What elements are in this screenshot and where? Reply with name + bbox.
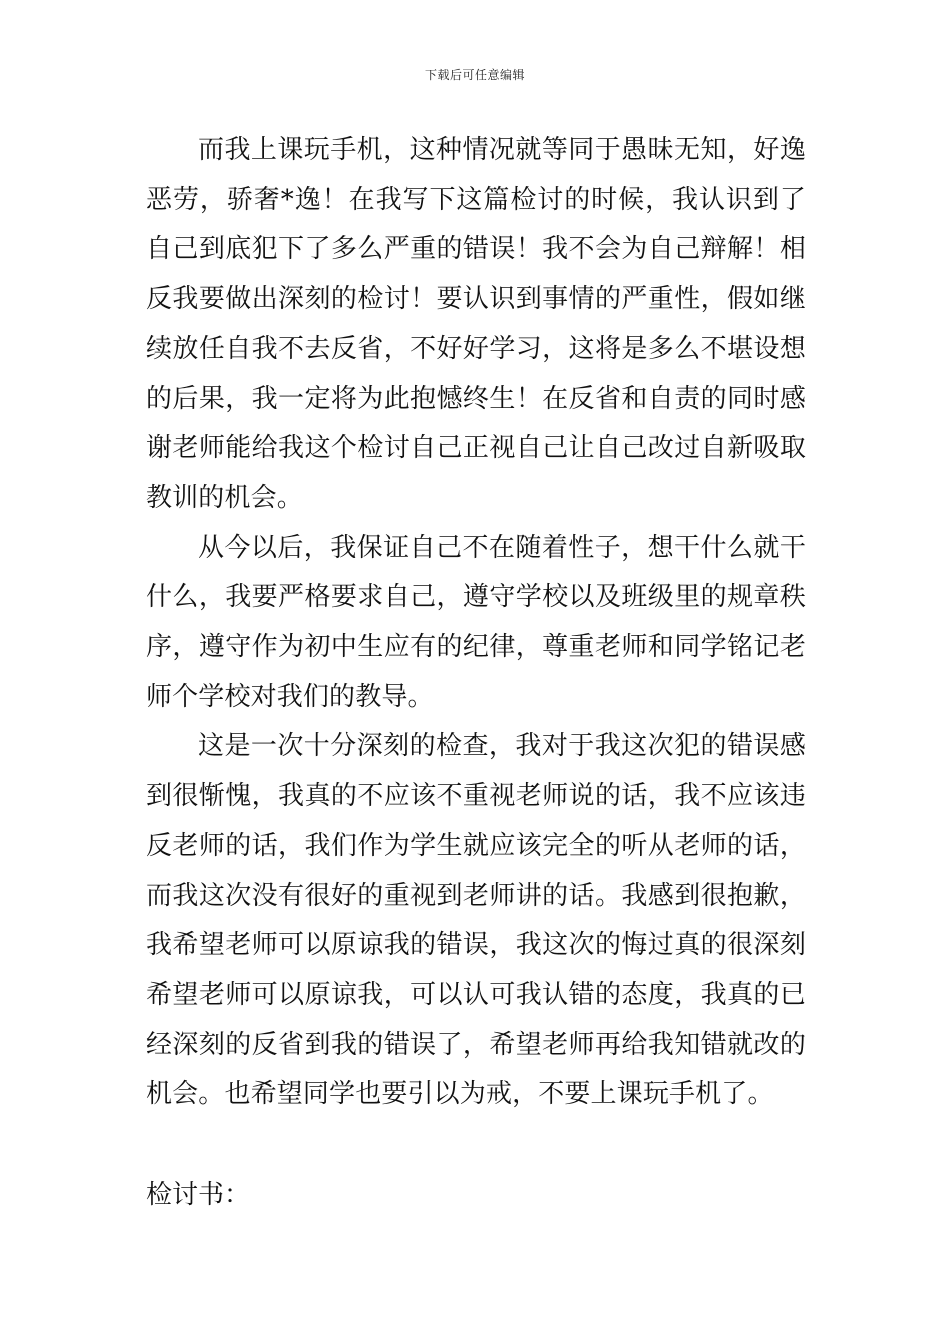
paragraph-2: 从今以后，我保证自己不在随着性子，想干什么就干什么，我要严格要求自己，遵守学校以及班级里的规章秩序，遵守作为初中生应有的纪律，尊重老师和同学铭记老师个学校对我们的教导。 [146, 532, 806, 712]
paragraph-1: 而我上课玩手机，这种情况就等同于愚昧无知，好逸恶劳，骄奢*逸！在我写下这篇检讨的时候，我认识到了自己到底犯下了多么严重的错误！我不会为自己辩解！相反我要做出深刻的检讨！要认识到事情的严重性，假如继续放任自我不去反省，不好好学习，这将是多么不堪设想的后果，我一定将为此抱憾终生！在反省和自责的同时感谢老师能给我这个检讨自己正视自己让自己改过自新吸取教训的机会。 [146, 135, 806, 513]
closing-heading: 检讨书： [146, 1180, 251, 1210]
document-body [146, 126, 806, 1120]
page-header-note: 下载后可任意编辑 [424, 68, 525, 82]
paragraph-3: 这是一次十分深刻的检查，我对于我这次犯的错误感到很惭愧，我真的不应该不重视老师说的话，我不应该违反老师的话，我们作为学生就应该完全的听从老师的话，而我这次没有很好的重视到老师讲的话。我感到很抱歉，我希望老师可以原谅我的错误，我这次的悔过真的很深刻希望老师可以原谅我，可以认可我认错的态度，我真的已经深刻的反省到我的错误了，希望老师再给我知错就改的机会。也希望同学也要引以为戒，不要上课玩手机了。 [146, 731, 806, 1110]
